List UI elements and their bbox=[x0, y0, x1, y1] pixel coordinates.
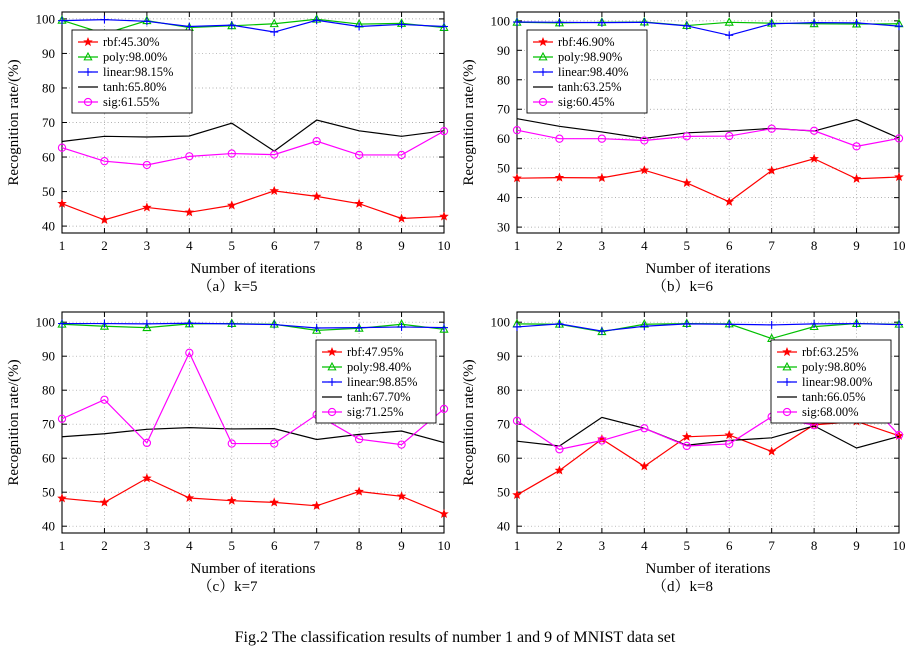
svg-text:8: 8 bbox=[355, 238, 363, 253]
svg-text:Number of iterations: Number of iterations bbox=[190, 561, 316, 577]
svg-text:10: 10 bbox=[892, 238, 906, 253]
svg-text:tanh:67.70%: tanh:67.70% bbox=[347, 390, 411, 405]
chart-panel-a bbox=[0, 0, 455, 300]
svg-text:4: 4 bbox=[641, 538, 648, 553]
svg-text:9: 9 bbox=[398, 238, 405, 253]
svg-text:1: 1 bbox=[513, 238, 521, 253]
svg-text:90: 90 bbox=[497, 42, 510, 58]
svg-text:90: 90 bbox=[42, 348, 55, 364]
svg-text:Recognition rate/(%): Recognition rate/(%) bbox=[461, 59, 477, 186]
svg-text:1: 1 bbox=[513, 538, 521, 553]
svg-text:40: 40 bbox=[42, 218, 55, 234]
svg-text:5: 5 bbox=[228, 238, 236, 253]
plot-area-c bbox=[0, 300, 455, 600]
svg-text:5: 5 bbox=[228, 538, 236, 553]
svg-text:10: 10 bbox=[437, 238, 451, 253]
svg-text:2: 2 bbox=[556, 238, 563, 253]
svg-text:sig:61.55%: sig:61.55% bbox=[103, 95, 160, 110]
svg-text:3: 3 bbox=[143, 238, 151, 253]
svg-text:linear:98.40%: linear:98.40% bbox=[558, 65, 629, 80]
svg-text:50: 50 bbox=[42, 484, 55, 500]
svg-text:sig:71.25%: sig:71.25% bbox=[347, 405, 404, 420]
figure-caption: Fig.2 The classification results of number 1 and 9 of MNIST data set bbox=[234, 629, 676, 646]
svg-text:10: 10 bbox=[892, 538, 906, 553]
svg-text:5: 5 bbox=[683, 538, 691, 553]
svg-text:Number of iterations: Number of iterations bbox=[645, 561, 771, 577]
svg-text:60: 60 bbox=[497, 450, 510, 466]
svg-text:Recognition rate/(%): Recognition rate/(%) bbox=[461, 359, 477, 486]
svg-text:50: 50 bbox=[497, 160, 510, 176]
chart-panel-b bbox=[455, 0, 910, 300]
plot-area-a bbox=[0, 0, 455, 300]
svg-text:1: 1 bbox=[58, 238, 66, 253]
svg-text:70: 70 bbox=[497, 101, 510, 117]
svg-text:70: 70 bbox=[42, 115, 55, 130]
svg-text:9: 9 bbox=[853, 538, 860, 553]
svg-text:2: 2 bbox=[101, 538, 108, 553]
svg-text:80: 80 bbox=[42, 80, 55, 96]
svg-text:40: 40 bbox=[497, 190, 510, 206]
svg-text:Number of iterations: Number of iterations bbox=[645, 261, 771, 277]
svg-text:linear:98.85%: linear:98.85% bbox=[347, 375, 418, 390]
plot-area-b bbox=[455, 0, 910, 300]
svg-text:3: 3 bbox=[598, 238, 606, 253]
svg-text:tanh:65.80%: tanh:65.80% bbox=[103, 80, 167, 95]
chart-panel-d bbox=[455, 300, 910, 600]
svg-text:8: 8 bbox=[810, 538, 818, 553]
svg-text:9: 9 bbox=[853, 238, 860, 253]
plot-area-d bbox=[455, 300, 910, 600]
svg-text:Number of iterations: Number of iterations bbox=[190, 261, 316, 277]
svg-text:linear:98.00%: linear:98.00% bbox=[802, 375, 873, 390]
svg-text:80: 80 bbox=[497, 72, 510, 88]
svg-text:90: 90 bbox=[42, 45, 55, 61]
svg-text:60: 60 bbox=[42, 450, 55, 466]
svg-text:30: 30 bbox=[497, 219, 510, 235]
svg-text:90: 90 bbox=[497, 348, 510, 364]
svg-text:70: 70 bbox=[497, 416, 510, 432]
svg-text:6: 6 bbox=[725, 538, 733, 553]
svg-text:40: 40 bbox=[42, 518, 55, 534]
svg-text:rbf:63.25%: rbf:63.25% bbox=[802, 345, 859, 360]
svg-text:2: 2 bbox=[556, 538, 563, 553]
svg-text:Recognition rate/(%): Recognition rate/(%) bbox=[6, 59, 22, 186]
svg-text:8: 8 bbox=[355, 538, 363, 553]
svg-text:7: 7 bbox=[768, 238, 775, 253]
chart-panel-c bbox=[0, 300, 455, 600]
svg-text:70: 70 bbox=[42, 416, 55, 432]
panel-caption-a: （a）k=5 bbox=[197, 279, 258, 295]
svg-text:5: 5 bbox=[683, 238, 691, 253]
svg-text:sig:68.00%: sig:68.00% bbox=[802, 405, 859, 420]
svg-text:100: 100 bbox=[490, 314, 510, 330]
svg-text:Recognition rate/(%): Recognition rate/(%) bbox=[6, 359, 22, 486]
panel-caption-d: （d）k=8 bbox=[652, 579, 713, 595]
svg-text:poly:98.00%: poly:98.00% bbox=[103, 50, 168, 65]
panel-caption-b: （b）k=6 bbox=[652, 279, 713, 295]
svg-text:60: 60 bbox=[497, 131, 510, 147]
svg-text:9: 9 bbox=[398, 538, 405, 553]
svg-text:7: 7 bbox=[313, 538, 320, 553]
svg-text:poly:98.40%: poly:98.40% bbox=[347, 360, 412, 375]
svg-text:sig:60.45%: sig:60.45% bbox=[558, 95, 615, 110]
svg-text:40: 40 bbox=[497, 518, 510, 534]
svg-text:100: 100 bbox=[35, 314, 55, 330]
svg-text:7: 7 bbox=[313, 238, 320, 253]
svg-text:1: 1 bbox=[58, 538, 66, 553]
svg-text:4: 4 bbox=[186, 538, 193, 553]
svg-text:3: 3 bbox=[143, 538, 151, 553]
svg-text:3: 3 bbox=[598, 538, 606, 553]
svg-text:rbf:45.30%: rbf:45.30% bbox=[103, 35, 160, 50]
svg-text:6: 6 bbox=[270, 538, 278, 553]
svg-text:100: 100 bbox=[35, 11, 55, 27]
svg-text:10: 10 bbox=[437, 538, 451, 553]
svg-text:poly:98.90%: poly:98.90% bbox=[558, 50, 623, 65]
svg-text:rbf:47.95%: rbf:47.95% bbox=[347, 345, 404, 360]
svg-text:tanh:66.05%: tanh:66.05% bbox=[802, 390, 866, 405]
svg-text:2: 2 bbox=[101, 238, 108, 253]
svg-text:80: 80 bbox=[42, 382, 55, 398]
svg-text:tanh:63.25%: tanh:63.25% bbox=[558, 80, 622, 95]
svg-text:linear:98.15%: linear:98.15% bbox=[103, 65, 174, 80]
svg-text:4: 4 bbox=[186, 238, 193, 253]
svg-text:6: 6 bbox=[725, 238, 733, 253]
svg-text:60: 60 bbox=[42, 149, 55, 165]
svg-text:80: 80 bbox=[497, 382, 510, 398]
svg-text:rbf:46.90%: rbf:46.90% bbox=[558, 35, 615, 50]
svg-text:8: 8 bbox=[810, 238, 818, 253]
svg-text:50: 50 bbox=[497, 484, 510, 500]
panel-caption-c: （c）k=7 bbox=[197, 579, 258, 595]
svg-text:4: 4 bbox=[641, 238, 648, 253]
svg-text:100: 100 bbox=[490, 13, 510, 29]
svg-text:poly:98.80%: poly:98.80% bbox=[802, 360, 867, 375]
svg-text:7: 7 bbox=[768, 538, 775, 553]
svg-text:6: 6 bbox=[270, 238, 278, 253]
svg-text:50: 50 bbox=[42, 184, 55, 200]
